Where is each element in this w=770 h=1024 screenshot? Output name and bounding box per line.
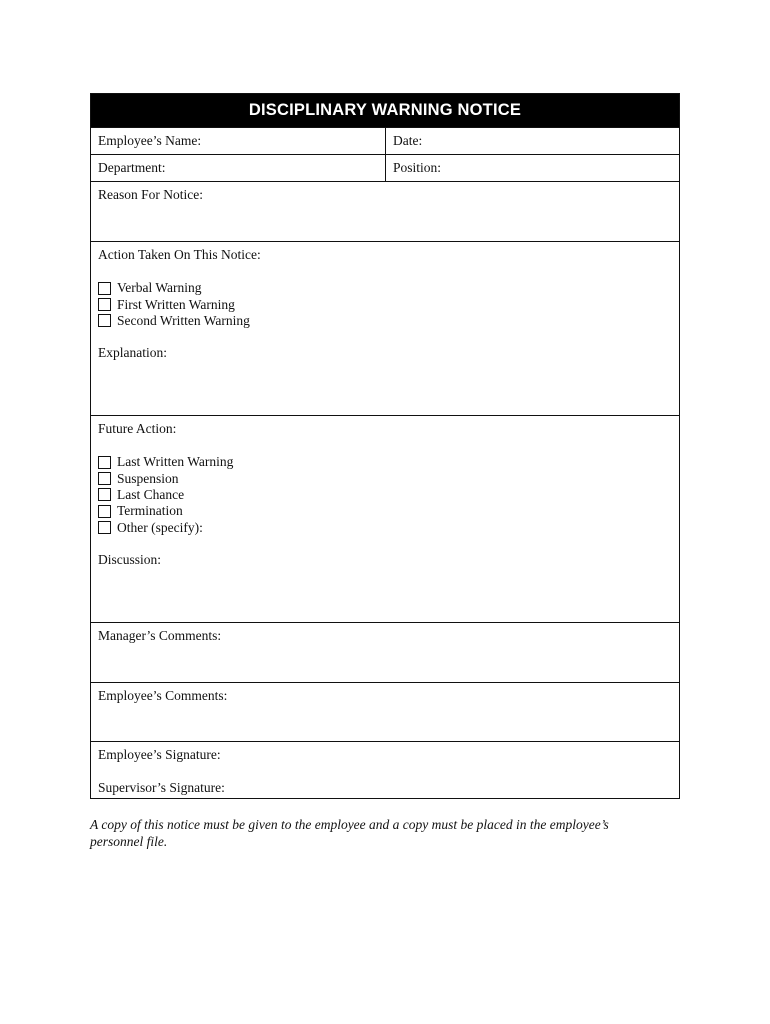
- future-option[interactable]: [98, 503, 233, 519]
- action-option[interactable]: [98, 313, 250, 329]
- option-label: Other (specify):: [117, 519, 203, 535]
- future-option[interactable]: [98, 487, 233, 503]
- department-position-row: [91, 154, 679, 181]
- checkbox[interactable]: [98, 505, 111, 518]
- action-checkbox-list: [98, 280, 250, 329]
- future-checkbox-list: [98, 454, 233, 536]
- signatures-section: [91, 741, 679, 798]
- employee-name-label: Employee’s Name:: [98, 133, 202, 148]
- department-label: Department:: [98, 160, 166, 175]
- discussion-label: Discussion:: [98, 552, 162, 567]
- checkbox[interactable]: [98, 472, 111, 485]
- checkbox[interactable]: [98, 314, 111, 327]
- manager-comments-label: Manager’s Comments:: [98, 628, 222, 643]
- employee-date-row: [91, 127, 679, 154]
- form-title: DISCIPLINARY WARNING NOTICE: [91, 94, 679, 127]
- option-label: Suspension: [117, 470, 179, 486]
- footer-note: A copy of this notice must be given to the employee and a copy must be placed in the employee’s personnel file.: [90, 817, 609, 849]
- option-label: Second Written Warning: [117, 312, 250, 328]
- checkbox[interactable]: [98, 488, 111, 501]
- position-cell[interactable]: [385, 155, 442, 181]
- option-label: Verbal Warning: [117, 280, 202, 296]
- employee-comments-label: Employee’s Comments:: [98, 688, 228, 703]
- option-label: First Written Warning: [117, 296, 235, 312]
- date-cell[interactable]: [385, 128, 423, 154]
- option-label: Last Written Warning: [117, 454, 234, 470]
- future-option[interactable]: [98, 470, 233, 486]
- checkbox[interactable]: [98, 456, 111, 469]
- employee-comments-section[interactable]: [91, 682, 679, 741]
- disciplinary-warning-form: [90, 93, 680, 799]
- action-label: Action Taken On This Notice:: [98, 247, 261, 262]
- checkbox[interactable]: [98, 521, 111, 534]
- action-section: [91, 241, 679, 415]
- future-option[interactable]: [98, 520, 233, 536]
- checkbox[interactable]: [98, 282, 111, 295]
- future-action-section: [91, 415, 679, 622]
- reason-section[interactable]: [91, 181, 679, 241]
- action-option[interactable]: [98, 296, 250, 312]
- explanation-label: Explanation:: [98, 345, 167, 360]
- reason-label: Reason For Notice:: [98, 187, 203, 202]
- future-action-label: Future Action:: [98, 421, 177, 436]
- position-label: Position:: [393, 160, 442, 175]
- checkbox[interactable]: [98, 298, 111, 311]
- option-label: Termination: [117, 503, 183, 519]
- date-label: Date:: [393, 133, 423, 148]
- option-label: Last Chance: [117, 486, 185, 502]
- manager-comments-section[interactable]: [91, 622, 679, 682]
- employee-signature-label[interactable]: Employee’s Signature:: [98, 747, 221, 762]
- supervisor-signature-label[interactable]: Supervisor’s Signature:: [98, 780, 225, 795]
- future-option[interactable]: [98, 454, 233, 470]
- action-option[interactable]: [98, 280, 250, 296]
